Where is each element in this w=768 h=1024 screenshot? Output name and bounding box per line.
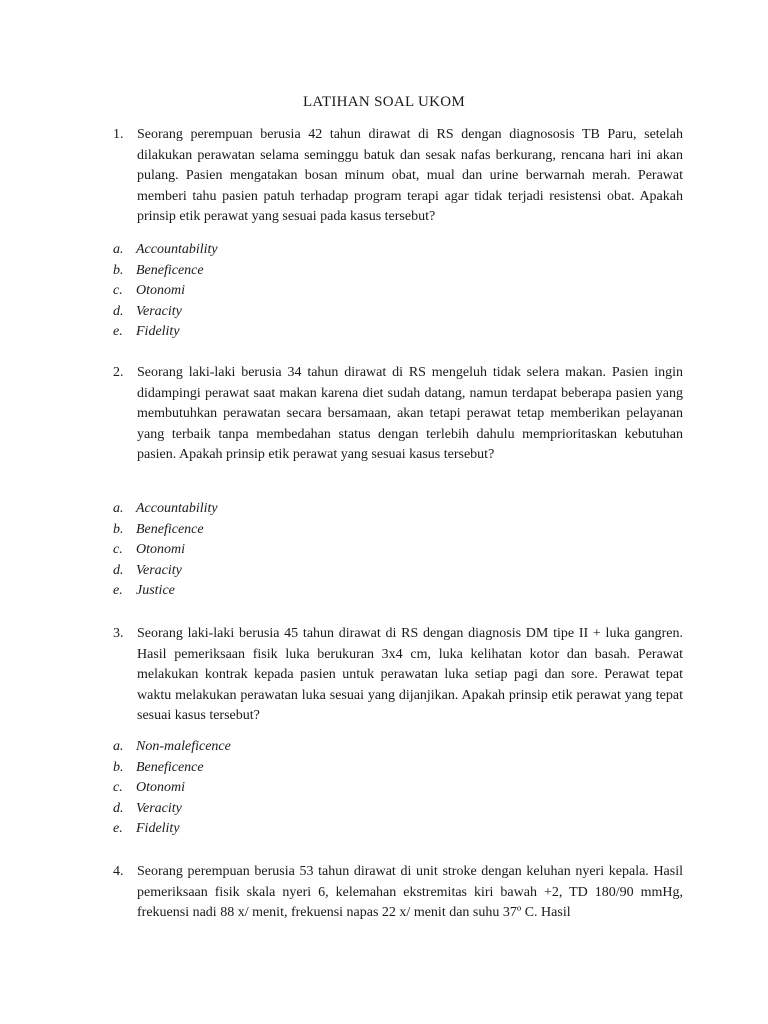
question-3 [113, 624, 683, 727]
answer-option [113, 737, 513, 758]
option-letter: b. [113, 521, 124, 537]
answer-options-3 [113, 737, 513, 840]
option-letter: b. [113, 759, 124, 775]
question-2 [113, 363, 683, 466]
option-text: Accountability [136, 242, 218, 257]
answer-option [113, 499, 513, 520]
page-title: LATIHAN SOAL UKOM [302, 94, 466, 110]
answer-option [113, 561, 513, 582]
option-letter: e. [113, 583, 123, 599]
option-text: Justice [136, 583, 175, 599]
option-text: Otonomi [136, 780, 185, 796]
answer-option [113, 261, 513, 282]
question-1 [113, 125, 683, 228]
answer-option [113, 281, 513, 302]
option-letter: b. [113, 262, 124, 278]
option-letter: e. [113, 324, 123, 340]
answer-options-1 [113, 240, 513, 343]
option-letter: c. [113, 780, 123, 796]
question-text: Seorang perempuan berusia 42 tahun dirawat di RS dengan diagnososis TB Paru, setelah dilakukan perawatan selama seminggu batuk dan sesak nafas berkurang, rencana hari ini akan pulang. Pasien mengatakan bosan minum obat, mual dan urine berwarnah merah. Perawat memberi tahu pasien patuh terhadap program terapi agar tidak terjadi resistensi obat. Apakah prinsip etik perawat yang sesuai pada kasus tersebut? [137, 127, 683, 224]
option-text: Veracity [136, 562, 182, 578]
question-text: Seorang laki-laki berusia 34 tahun dirawat di RS mengeluh tidak selera makan. Pasien ingin didampingi perawat saat makan karena diet sudah datang, namun terdapat beberapa pasien yang membutuhkan perawatan secara bersamaan, akan tetapi perawat tetap memberikan pelayanan yang terbaik tanpa membedahan status dengan terlebih dahulu memprioritaskan kebutuhan pasien. Apakah prinsip etik perawat yang sesuai kasus tersebut? [137, 365, 683, 462]
answer-option [113, 581, 513, 602]
option-letter: c. [113, 542, 123, 558]
option-text: Fidelity [136, 821, 180, 837]
question-text: Seorang perempuan berusia 53 tahun dirawat di unit stroke dengan keluhan nyeri kepala. Hasil pemeriksaan fisik skala nyeri 6, kelemahan ekstremitas kiri bawah +2, TD 180/90 mmHg, frekuensi nadi 88 x/ menit, frekuensi napas 22 x/ menit dan suhu 37º C. Hasil [137, 864, 683, 920]
option-letter: a. [113, 739, 124, 754]
question-text: Seorang laki-laki berusia 45 tahun dirawat di RS dengan diagnosis DM tipe II + luka gangren. Hasil pemeriksaan fisik luka berukuran 3x4 cm, luka kelihatan kotor dan basah. Perawat melakukan kontrak kepada pasien untuk perawatan luka setiap pagi dan sore. Perawat tepat waktu melakukan perawatan luka sesuai yang dijanjikan. Apakah prinsip etik perawat yang tepat sesuai kasus tersebut? [137, 626, 683, 723]
question-number: 2. [113, 365, 124, 380]
answer-option [113, 819, 513, 840]
option-text: Beneficence [136, 262, 204, 278]
question-number: 4. [113, 864, 124, 879]
answer-option [113, 778, 513, 799]
option-text: Non-maleficence [136, 739, 231, 754]
option-letter: e. [113, 821, 123, 837]
option-text: Beneficence [136, 521, 204, 537]
option-text: Beneficence [136, 759, 204, 775]
answer-option [113, 302, 513, 323]
option-letter: d. [113, 800, 124, 816]
answer-option [113, 322, 513, 343]
answer-option [113, 520, 513, 541]
option-letter: d. [113, 562, 124, 578]
answer-option [113, 540, 513, 561]
answer-option [113, 799, 513, 820]
option-letter: a. [113, 242, 124, 257]
option-letter: a. [113, 501, 124, 516]
option-text: Otonomi [136, 283, 185, 299]
answer-option [113, 758, 513, 779]
answer-options-2 [113, 499, 513, 602]
option-text: Veracity [136, 303, 182, 319]
question-number: 1. [113, 127, 124, 142]
answer-option [113, 240, 513, 261]
option-text: Fidelity [136, 324, 180, 340]
question-number: 3. [113, 626, 124, 641]
option-text: Veracity [136, 800, 182, 816]
option-letter: c. [113, 283, 123, 299]
option-text: Otonomi [136, 542, 185, 558]
option-letter: d. [113, 303, 124, 319]
question-4 [113, 862, 683, 924]
option-text: Accountability [136, 501, 218, 516]
